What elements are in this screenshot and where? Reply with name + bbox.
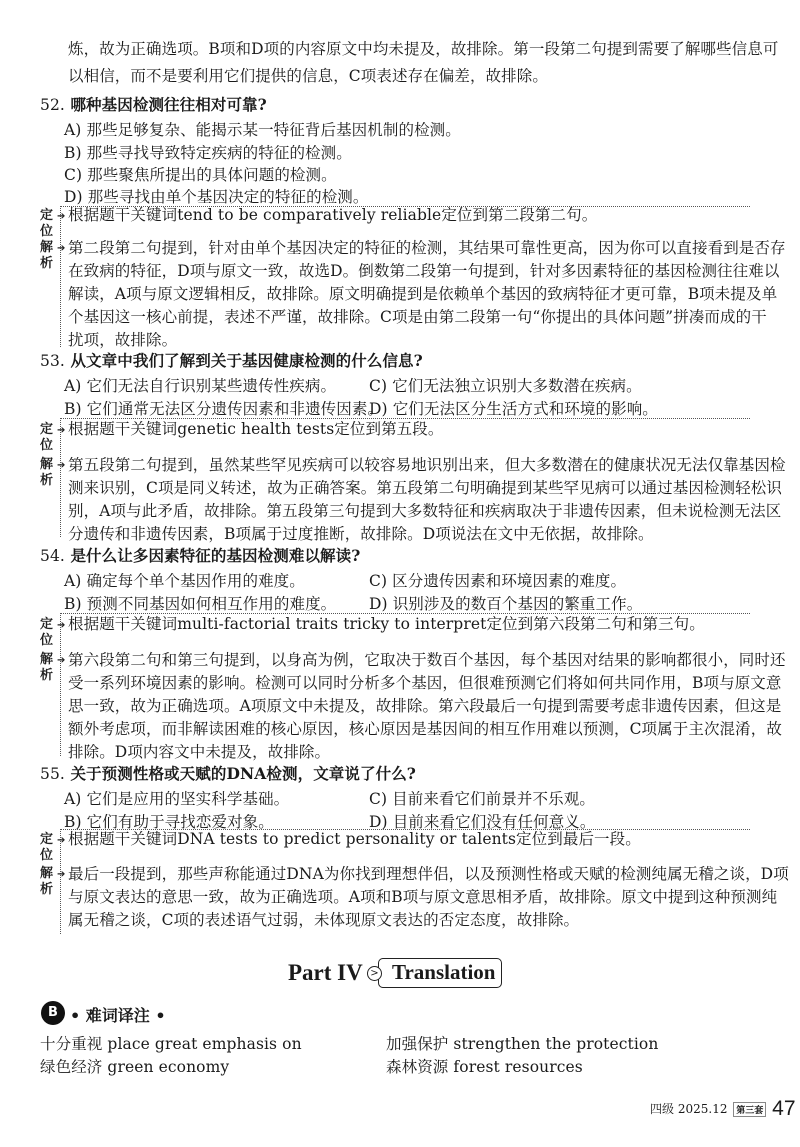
vocab-item: 加强保护 strengthen the protection <box>386 1035 659 1053</box>
exam-level: 四级 <box>650 1102 675 1116</box>
question-number: 55. <box>40 765 65 783</box>
option-c: C) 那些聚焦所提出的具体问题的检测。 <box>64 166 337 184</box>
analysis-label: 解 析 <box>40 652 54 683</box>
vocab-item: 森林资源 forest resources <box>386 1058 583 1076</box>
part-title: Part IV <box>288 960 363 985</box>
analysis-line: 分遗传和非遗传因素，B项属于过度推断，故排除。D项说法在文中无依据，故排除。 <box>68 525 654 543</box>
option-c: C) 目前来看它们前景并不乐观。 <box>369 790 595 808</box>
locate-text: 根据题干关键词tend to be comparatively reliable定位到第二段第二句。 <box>68 206 598 224</box>
chevron-right-icon: > <box>367 966 382 981</box>
arrow-icon: ➔ <box>57 655 66 666</box>
option-a: A) 确定每个单个基因作用的难度。 <box>64 572 305 590</box>
analysis-line: 别，A项与此矛盾，故排除。第五段第三句提到大多数特征和疾病取决于非遗传因素，但未说检测无法区 <box>68 502 782 520</box>
analysis-label: 解 析 <box>40 240 54 271</box>
option-a: A) 它们无法自行识别某些遗传性疾病。 <box>64 377 337 395</box>
analysis-line: 思一致，故为正确选项。A项原文中未提及，故排除。第六段最后一句提到需要考虑非遗传因素，但这是 <box>68 697 782 715</box>
analysis-line: 最后一段提到，那些声称能通过DNA为你找到理想伴侣，以及预测性格或天赋的检测纯属无稽之谈，D项 <box>68 865 789 883</box>
option-d: D) 目前来看它们没有任何意义。 <box>369 813 596 831</box>
analysis-line: 个基因这一核心前提，表述不严谨，故排除。C项是由第二段第一句“你提出的具体问题”拼凑而成的干 <box>68 308 767 326</box>
option-c: C) 它们无法独立识别大多数潜在疾病。 <box>369 377 642 395</box>
locate-label: 定 位 <box>40 422 54 453</box>
locate-text: 根据题干关键词genetic health tests定位到第五段。 <box>68 420 444 438</box>
analysis-line: 排除。D项内容文中未提及，故排除。 <box>68 743 331 761</box>
exam-date: 2025.12 <box>677 1102 728 1116</box>
arrow-icon: ➔ <box>57 425 66 436</box>
question-53-stem <box>40 351 423 371</box>
option-c: C) 区分遗传因素和环境因素的难度。 <box>369 572 627 590</box>
option-b: B) 那些寻找导致特定疾病的特征的检测。 <box>64 144 352 162</box>
analysis-line: 额外考虑项，而非解读困难的核心原因，核心原因是基因间的相互作用难以预测，C项属于主次混淆，故 <box>68 720 782 738</box>
analysis-line: 解读，A项与原文逻辑相反，故排除。原文明确提到是依赖单个基因的致病特征才更可靠，B项未提及单 <box>68 285 778 303</box>
question-text: 哪种基因检测往往相对可靠? <box>70 95 267 114</box>
arrow-icon: ➔ <box>57 243 66 254</box>
locate-label: 定 位 <box>40 832 54 863</box>
vocab-item: 绿色经济 green economy <box>40 1058 230 1076</box>
question-number: 54. <box>40 547 65 565</box>
analysis-line: 扰项，故排除。 <box>68 331 178 349</box>
locate-label: 定 位 <box>40 617 54 648</box>
analysis-line: 第六段第二句和第三句提到，以身高为例，它取决于数百个基因，每个基因对结果的影响都很小，同时还 <box>68 651 786 669</box>
locate-text: 根据题干关键词DNA tests to predict personality or talents定位到最后一段。 <box>68 830 641 848</box>
question-54-stem <box>40 546 360 566</box>
option-b: B) 预测不同基因如何相互作用的难度。 <box>64 595 337 613</box>
option-b: B) 它们有助于寻找恋爱对象。 <box>64 813 274 831</box>
page-footer <box>650 1097 796 1121</box>
question-52-stem <box>40 95 267 115</box>
option-d: D) 那些寻找由单个基因决定的特征的检测。 <box>64 188 369 206</box>
arrow-icon: ➔ <box>57 835 66 846</box>
analysis-line: 第五段第二句提到，虽然某些罕见疾病可以较容易地识别出来，但大多数潜在的健康状况无法仅靠基因检 <box>68 456 786 474</box>
vocab-item: 十分重视 place great emphasis on <box>40 1035 302 1053</box>
option-a: A) 那些足够复杂、能揭示某一特征背后基因机制的检测。 <box>64 121 461 139</box>
question-number: 53. <box>40 352 65 370</box>
question-text: 是什么让多因素特征的基因检测难以解读? <box>70 546 361 565</box>
option-b: B) 它们通常无法区分遗传因素和非遗传因素。 <box>64 400 384 418</box>
arrow-icon: ➔ <box>57 869 66 880</box>
vocab-heading: • 难词译注 • <box>70 1006 166 1025</box>
analysis-line: 属无稽之谈，C项的表述语气过弱，未体现原文表达的否定态度，故排除。 <box>68 911 580 929</box>
analysis-line: 测来识别，C项是同义转述，故为正确答案。第五段第二句明确提到某些罕见病可以通过基因检测轻松识 <box>68 479 782 497</box>
analysis-label: 解 析 <box>40 457 54 488</box>
analysis-line: 在致病的特征，D项与原文一致，故选D。倒数第二段第一句提到，针对多因素特征的基因检测往往难以 <box>68 262 780 280</box>
locate-text: 根据题干关键词multi-factorial traits tricky to interpret定位到第六段第二句和第三句。 <box>68 615 705 633</box>
intro-line: 炼，故为正确选项。B项和D项的内容原文中均未提及，故排除。第一段第二句提到需要了解哪些信息可 <box>68 40 779 58</box>
question-text: 关于预测性格或天赋的DNA检测，文章说了什么? <box>70 764 416 783</box>
option-a: A) 它们是应用的坚实科学基础。 <box>64 790 290 808</box>
question-number: 52. <box>40 96 65 114</box>
section-label: Translation <box>392 960 496 984</box>
option-d: D) 它们无法区分生活方式和环境的影响。 <box>369 400 658 418</box>
arrow-icon: ➔ <box>57 211 66 222</box>
page-number: 47 <box>772 1097 796 1120</box>
analysis-line: 与原文表达的意思一致，故为正确选项。A项和B项与原文意思相矛盾，故排除。原文中提到这种预测纯 <box>68 888 778 906</box>
question-55-stem <box>40 764 416 784</box>
analysis-line: 受一系列环境因素的影响。检测可以同时分析多个基因，但很难预测它们将如何共同作用，B项与原文意 <box>68 674 782 692</box>
locate-label: 定 位 <box>40 208 54 239</box>
section-pill <box>370 958 502 988</box>
vocab-badge-icon: B <box>41 1001 65 1025</box>
set-label: 第三套 <box>733 1102 766 1117</box>
option-d: D) 识别涉及的数百个基因的繁重工作。 <box>369 595 643 613</box>
intro-line: 以相信，而不是要利用它们提供的信息，C项表述存在偏差，故排除。 <box>68 67 548 85</box>
arrow-icon: ➔ <box>57 620 66 631</box>
analysis-label: 解 析 <box>40 866 54 897</box>
analysis-line: 第二段第二句提到，针对由单个基因决定的特征的检测，其结果可靠性更高，因为你可以直接看到是否存 <box>68 239 786 257</box>
question-text: 从文章中我们了解到关于基因健康检测的什么信息? <box>70 351 423 370</box>
arrow-icon: ➔ <box>57 460 66 471</box>
